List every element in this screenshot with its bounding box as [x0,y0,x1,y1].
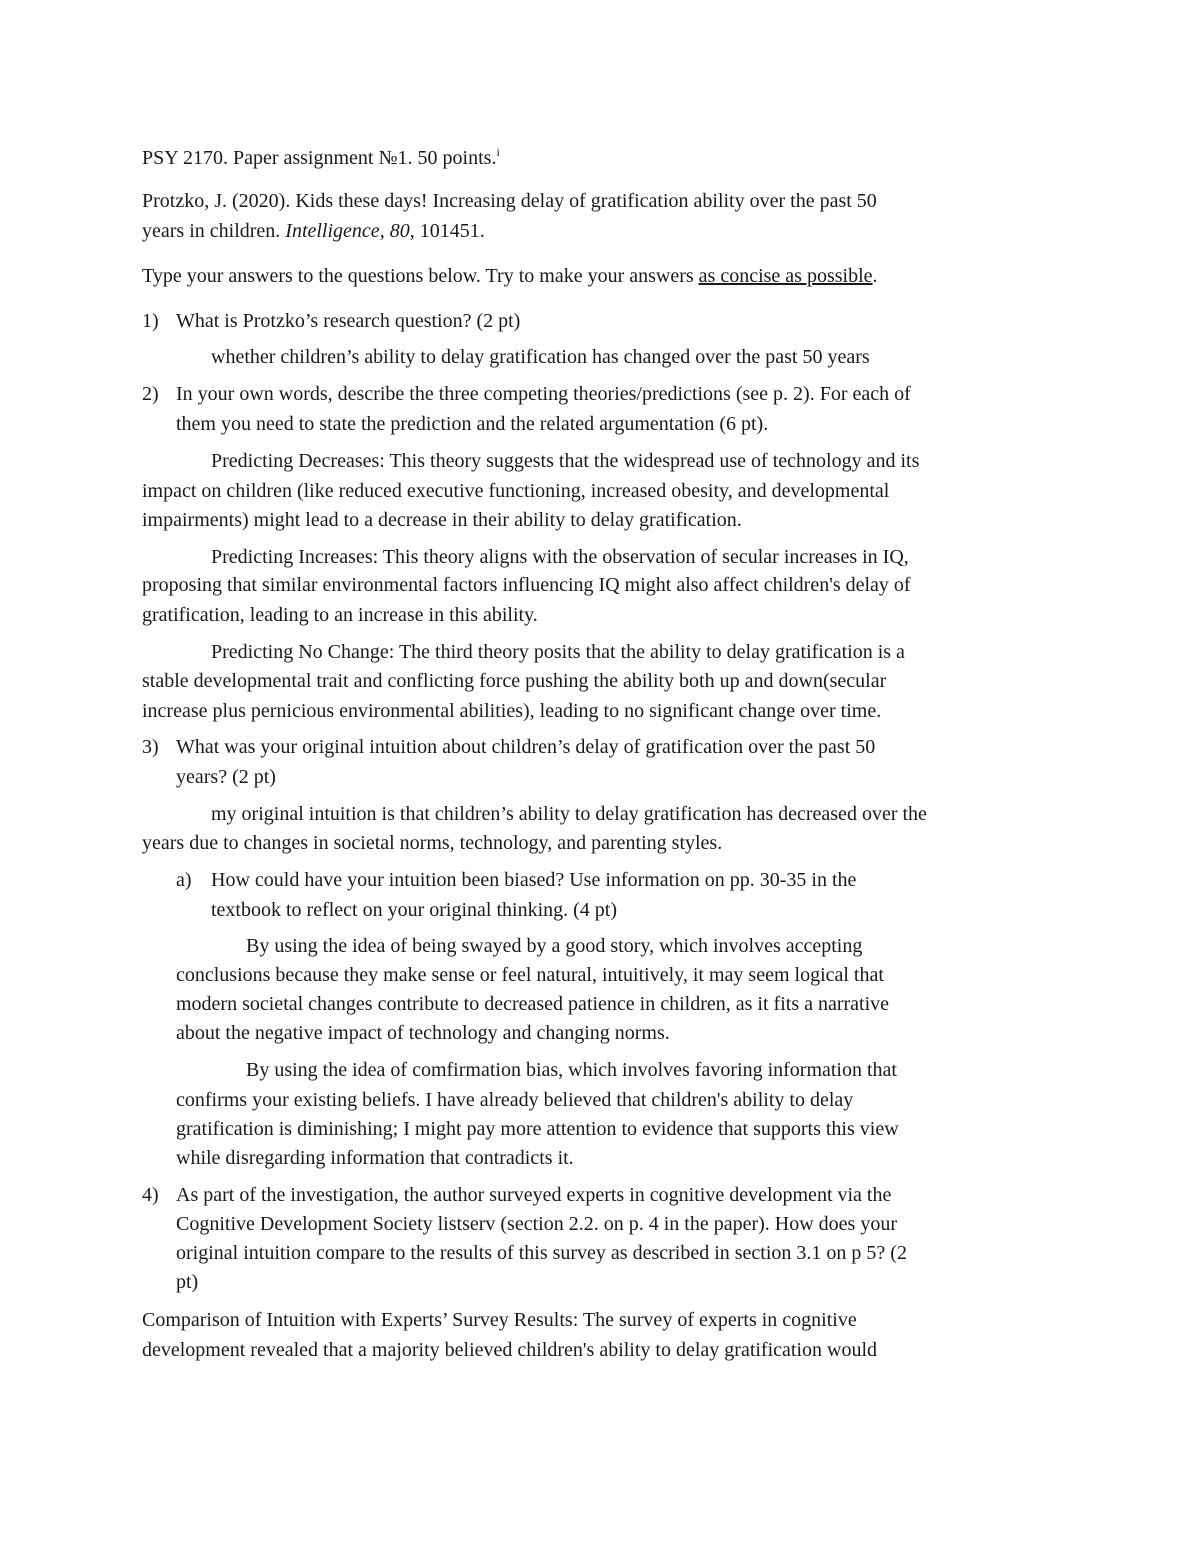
question-3-answer-line-1: my original intuition is that children’s ability to delay gratification has decreased over the [211,803,927,825]
journal-volume: 80 [389,220,410,242]
question-1-text: What is Protzko’s research question? (2 pt) [176,310,521,332]
assignment-title [142,146,500,170]
answer-increases-line-3: gratification, leading to an increase in this ability. [142,604,538,626]
instructions: Type your answers to the questions below. Try to make your answers as concise as possible. [142,265,878,287]
answer-decreases-line-1: Predicting Decreases: This theory suggests that the widespread use of technology and its [211,450,920,472]
question-4-line-2: Cognitive Development Society listserv (section 2.2. on p. 4 in the paper). How does your [176,1213,897,1235]
answer-confirmation-bias-line-4: while disregarding information that contradicts it. [176,1147,574,1169]
question-3a-label: a) [176,869,192,891]
answer-nochange-line-1: Predicting No Change: The third theory posits that the ability to delay gratification is a [211,641,905,663]
answer-confirmation-bias-line-2: confirms your existing beliefs. I have already believed that children's ability to delay [176,1089,854,1111]
question-3a-line-1: How could have your intuition been biased? Use information on pp. 30-35 in the [211,869,857,891]
question-2-line-2: them you need to state the prediction and the related argumentation (6 pt). [176,413,769,435]
question-4-answer-line-2: development revealed that a majority believed children's ability to delay gratification would [142,1339,878,1361]
question-3-answer-line-2: years due to changes in societal norms, technology, and parenting styles. [142,832,723,854]
question-3-number: 3) [142,736,159,758]
question-3-line-1: What was your original intuition about children’s delay of gratification over the past 50 [176,736,876,758]
answer-nochange-line-2: stable developmental trait and conflicting force pushing the ability both up and down(secular [142,670,887,692]
question-4-line-4: pt) [176,1271,199,1293]
answer-confirmation-bias-line-3: gratification is diminishing; I might pay more attention to evidence that supports this view [176,1118,899,1140]
answer-increases-line-1: Predicting Increases: This theory aligns with the observation of secular increases in IQ, [211,546,909,568]
question-1-answer: whether children’s ability to delay gratification has changed over the past 50 years [211,346,870,368]
question-4-answer-line-1: Comparison of Intuition with Experts’ Survey Results: The survey of experts in cognitive [142,1309,857,1331]
citation-line-1: Protzko, J. (2020). Kids these days! Increasing delay of gratification ability over the past 50 [142,190,877,212]
question-4-line-3: original intuition compare to the results of this survey as described in section 3.1 on p 5? (2 [176,1242,907,1264]
journal-name: Intelligence [285,220,380,242]
concise-emphasis: as concise as possible [698,265,873,287]
question-3-line-2: years? (2 pt) [176,766,276,788]
answer-good-story-line-1: By using the idea of being swayed by a good story, which involves accepting [246,935,863,957]
answer-good-story-line-2: conclusions because they make sense or feel natural, intuitively, it may seem logical that [176,964,884,986]
answer-decreases-line-3: impairments) might lead to a decrease in their ability to delay gratification. [142,509,742,531]
title-text: PSY 2170. Paper assignment №1. 50 points. [142,147,497,169]
question-4-number: 4) [142,1184,159,1206]
question-4-line-1: As part of the investigation, the author surveyed experts in cognitive development via the [176,1184,892,1206]
question-2-number: 2) [142,383,159,405]
citation-line-2: years in children. Intelligence, 80, 101451. [142,220,485,242]
answer-decreases-line-2: impact on children (like reduced executive functioning, increased obesity, and developmental [142,480,890,502]
question-1-number: 1) [142,310,159,332]
answer-good-story-line-4: about the negative impact of technology and changing norms. [176,1022,670,1044]
answer-increases-line-2: proposing that similar environmental factors influencing IQ might also affect children's delay of [142,574,911,596]
footnote-marker: i [496,145,500,159]
answer-nochange-line-3: increase plus pernicious environmental abilities), leading to no significant change over time. [142,700,882,722]
question-3a-line-2: textbook to reflect on your original thinking. (4 pt) [211,899,618,921]
answer-confirmation-bias-line-1: By using the idea of comfirmation bias, which involves favoring information that [246,1059,897,1081]
answer-good-story-line-3: modern societal changes contribute to decreased patience in children, as it fits a narrative [176,993,890,1015]
question-2-line-1: In your own words, describe the three competing theories/predictions (see p. 2). For each of [176,383,911,405]
